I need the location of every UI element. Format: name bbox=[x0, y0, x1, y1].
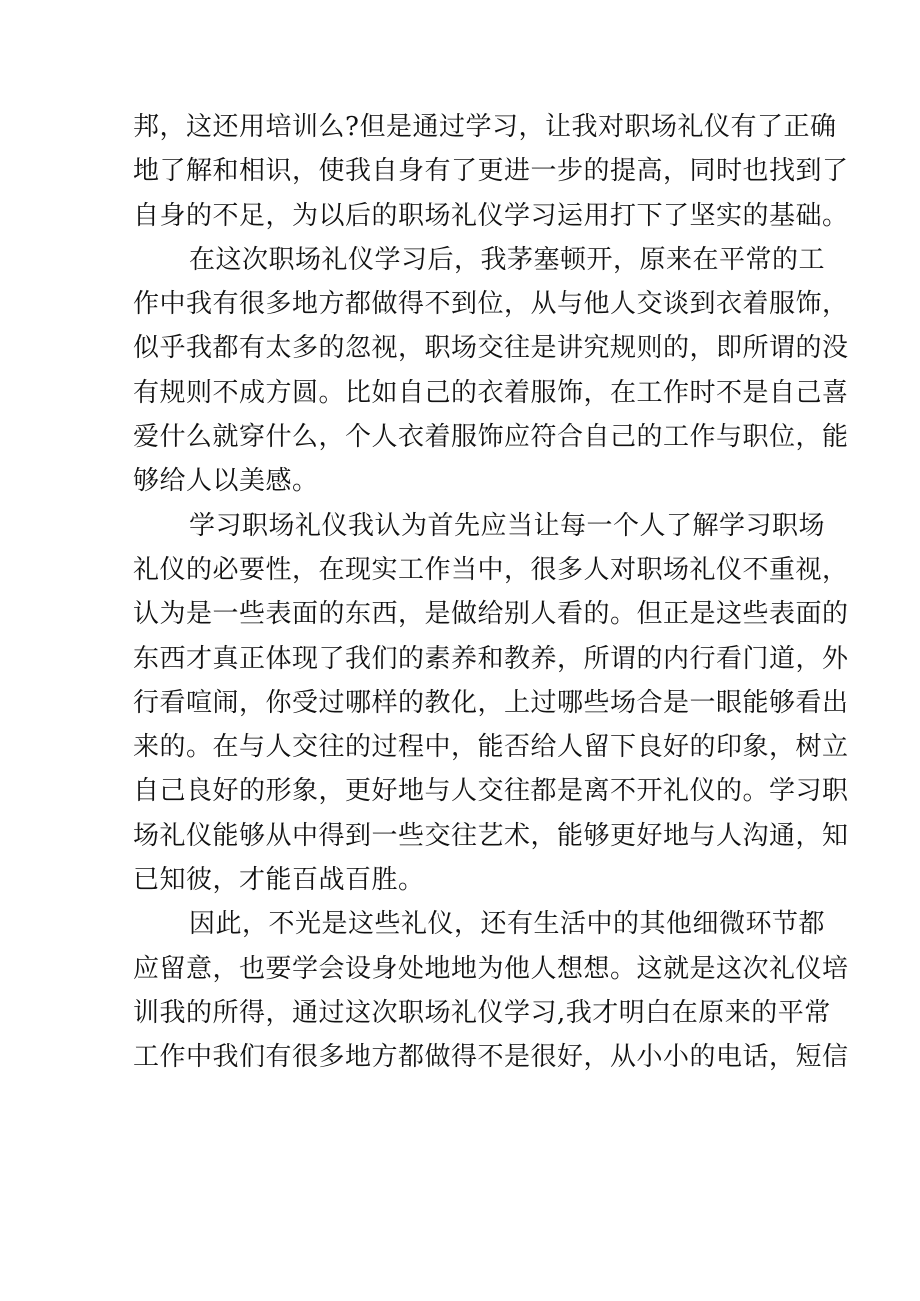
paragraph-first-line: 学习职场礼仪我认为首先应当让每一个人了解学习职场 bbox=[189, 510, 826, 541]
text-line: 来的。在与人交往的过程中，能否给人留下良好的印象，树立 bbox=[133, 732, 849, 763]
text-line: 工作中我们有很多地方都做得不是很好，从小小的电话，短信 bbox=[133, 1042, 849, 1073]
paragraph-first-line: 因此，不光是这些礼仪，还有生活中的其他细微环节都 bbox=[189, 909, 826, 940]
text-line: 作中我有很多地方都做得不到位，从与他人交谈到衣着服饰， bbox=[133, 289, 849, 320]
text-line: 有规则不成方圆。比如自己的衣着服饰，在工作时不是自己喜 bbox=[133, 377, 849, 408]
text-line: 自己良好的形象，更好地与人交往都是离不开礼仪的。学习职 bbox=[133, 776, 849, 807]
text-line: 东西才真正体现了我们的素养和教养，所谓的内行看门道，外 bbox=[133, 643, 849, 674]
text-line: 认为是一些表面的东西，是做给别人看的。但正是这些表面的 bbox=[133, 599, 849, 630]
document-body bbox=[133, 105, 849, 1080]
text-line: 已知彼，才能百战百胜。 bbox=[133, 865, 425, 896]
text-line: 爱什么就穿什么，个人衣着服饰应符合自己的工作与职位，能 bbox=[133, 422, 849, 453]
text-line: 地了解和相识，使我自身有了更进一步的提高，同时也找到了 bbox=[133, 156, 849, 187]
text-line: 礼仪的必要性，在现实工作当中，很多人对职场礼仪不重视， bbox=[133, 554, 849, 585]
text-line: 训我的所得，通过这次职场礼仪学习,我才明白在原来的平常 bbox=[133, 997, 831, 1028]
text-line: 够给人以美感。 bbox=[133, 466, 319, 497]
text-line: 行看喧闹，你受过哪样的教化，上过哪些场合是一眼能够看出 bbox=[133, 687, 849, 718]
text-line: 应留意，也要学会设身处地地为他人想想。这就是这次礼仪培 bbox=[133, 953, 849, 984]
text-line: 自身的不足，为以后的职场礼仪学习运用打下了坚实的基础。 bbox=[133, 200, 849, 231]
text-line: 似乎我都有太多的忽视，职场交往是讲究规则的，即所谓的没 bbox=[133, 333, 849, 364]
text-line: 场礼仪能够从中得到一些交往艺术，能够更好地与人沟通，知 bbox=[133, 820, 849, 851]
paragraph-first-line: 在这次职场礼仪学习后，我茅塞顿开，原来在平常的工 bbox=[189, 244, 826, 275]
text-line: 邦，这还用培训么?但是通过学习，让我对职场礼仪有了正确 bbox=[133, 112, 837, 142]
